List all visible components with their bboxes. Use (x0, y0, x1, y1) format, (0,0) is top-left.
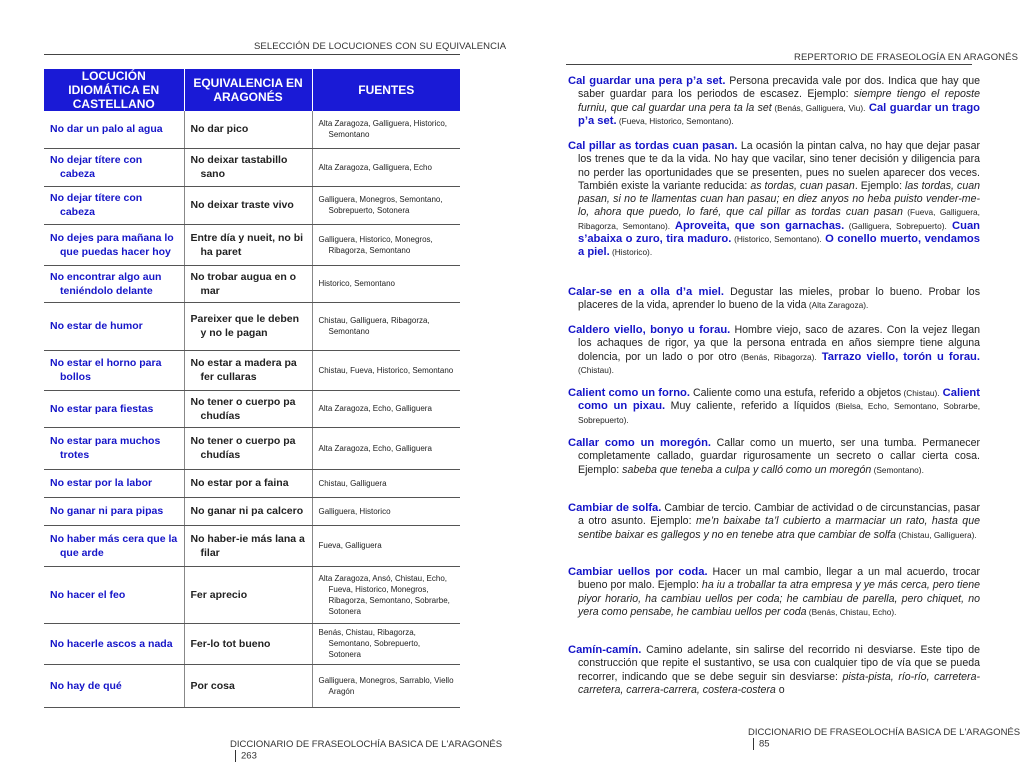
fuentes-cell (312, 302, 460, 350)
headword: Aproveita, que son garnachas. (670, 219, 845, 232)
fuentes-cell-text: Alta Zaragoza, Echo, Galliguera (318, 443, 432, 453)
dictionary-entry (568, 437, 980, 477)
example-text: siempre tiengo el reposte furniu, que cal guardar una pera ta la set (578, 88, 980, 114)
column-header-aragones: EQUIVALENCIA EN ARAGONÉS (184, 69, 312, 111)
locucion-cell (44, 525, 184, 566)
locucion-cell (44, 350, 184, 390)
fuentes-cell-text: Chistau, Fueva, Historico, Semontano (318, 365, 454, 375)
fuentes-cell (312, 390, 460, 427)
table-row (44, 497, 460, 525)
locucion-cell-text: No encontrar algo aun teniéndolo delante (50, 270, 162, 297)
definition-text: Caliente como una estufa, referido a objetos (689, 387, 902, 399)
headword: Calient como un pixau. (578, 387, 980, 413)
locucion-cell (44, 148, 184, 186)
equivalencia-cell-text: No deixar traste vivo (190, 199, 294, 211)
locucion-cell (44, 497, 184, 525)
locucion-cell (44, 265, 184, 302)
fuentes-cell (312, 265, 460, 302)
equivalencia-cell (184, 390, 312, 427)
headword: Cal guardar un trago p’a set. (578, 101, 981, 127)
left-footer (230, 739, 512, 762)
headword: Cambiar de solfa. (568, 502, 662, 514)
locucion-cell-text: No hacerle ascos a nada (50, 637, 173, 650)
equivalencia-cell-text: Fer-lo tot bueno (190, 637, 271, 650)
example-text: pista-pista, río-río, carretera-carretera, carrera-carrera, costera-costera (578, 670, 981, 696)
locucion-cell (44, 390, 184, 427)
fuentes-cell (312, 497, 460, 525)
example-text: las tordas, cuan pasan, si no te llamentas cuan han pasau; en diez anyos no heba puisto vender-me-lo, ahora que puedo, lo faré, que cal pillar as tordas cuan pasan (578, 179, 980, 219)
dictionary-entry (568, 566, 980, 619)
fuentes-cell (312, 664, 460, 707)
left-running-head: SELECCIÓN DE LOCUCIONES CON SU EQUIVALENCIA (254, 41, 507, 52)
locucion-cell (44, 427, 184, 469)
fuentes-cell (312, 224, 460, 265)
fuentes-cell (312, 350, 460, 390)
fuentes-cell-text: Galliguera, Monegros, Semontano, Sobrepuerto, Sotonera (318, 195, 443, 215)
source-list: (Benás, Chistau, Echo). (806, 606, 897, 617)
fuentes-cell (312, 469, 460, 497)
locucion-cell-text: No dejar títere con cabeza (50, 154, 143, 180)
locucion-cell-text: No estar para fiestas (50, 402, 154, 415)
headword: Callar como un moregón. (568, 437, 712, 449)
headword: O conello muerto, vendamos a piel. (578, 233, 980, 259)
locucion-cell-text: No estar para muchos trotes (50, 435, 161, 461)
source-list: (Historico). (609, 247, 653, 258)
equivalencia-cell-text: Por cosa (190, 679, 235, 692)
locucion-cell (44, 664, 184, 707)
locucion-cell-text: No hacer el feo (50, 588, 126, 601)
right-footer (748, 727, 1024, 750)
column-header-castellano: LOCUCIÓN IDIOMÁTICA EN CASTELLANO (44, 69, 184, 111)
equivalencia-cell (184, 350, 312, 390)
right-head-rule (566, 64, 972, 65)
headword: Cal guardar una pera p’a set. (568, 75, 726, 87)
fuentes-cell-text: Chistau, Galliguera, Ribagorza, Semontano (318, 316, 430, 336)
fuentes-cell-text: Galliguera, Historico (318, 506, 391, 516)
definition-text: Camino adelante, sin salirse del recorrido ni desviarse. Este tipo de construcción que repite el sustantivo, se usa con cualquier tipo de vía que se pueda recorrer, indicando que se debe seguir sin desviarse: (578, 644, 980, 683)
equivalencia-cell-text: No estar a madera pa fer cullaras (190, 357, 297, 383)
headword: Camín-camín. (568, 644, 642, 656)
right-running-head: REPERTORIO DE FRASEOLOGÍA EN ARAGONÉS (794, 52, 1019, 63)
equivalencia-cell-text: No tener o cuerpo pa chudías (190, 395, 296, 422)
example-text: me’n baixabe ta’l cubierto a marmaciar un rato, hasta que sentibe baixar es gallegos y no en tenebe atra que cambiar de solfa (578, 515, 980, 541)
locucion-cell-text: No ganar ni para pipas (50, 505, 164, 517)
equivalencia-cell (184, 265, 312, 302)
fuentes-cell (312, 148, 460, 186)
source-list: (Fueva, Galliguera, Ribagorza, Semontano). (578, 207, 980, 231)
definition-text: Persona precavida vale por dos. Indica que hay que saber guardar para los periodos de escasez. Ejemplo: (578, 75, 980, 101)
equivalencia-cell (184, 623, 312, 664)
fuentes-cell (312, 111, 460, 148)
page-number: 85 (759, 738, 770, 750)
fuentes-cell-text: Galliguera, Historico, Monegros, Ribagorza, Semontano (318, 234, 433, 255)
source-list: (Benás, Galliguera, Viu). (771, 102, 866, 113)
locucion-cell-text: No estar el horno para bollos (50, 357, 162, 383)
locucion-cell-text: No estar de humor (50, 320, 143, 332)
equivalencia-cell-text: No dar pico (190, 123, 249, 136)
source-list: (Chistau). (901, 388, 940, 398)
equivalencia-cell (184, 224, 312, 265)
locucion-cell (44, 302, 184, 350)
source-list: (Benás, Ribagorza). (736, 351, 817, 362)
definition-text: o (775, 683, 785, 696)
footer-separator (235, 750, 236, 762)
locucion-cell-text: No dar un palo al agua (50, 123, 163, 136)
footer-title: DICCIONARIO DE FRASEOLOCHÍA BASICA DE L'ARAGONÉS (748, 727, 1021, 738)
equivalencia-cell (184, 525, 312, 566)
right-page (512, 0, 1024, 770)
equivalencia-cell (184, 497, 312, 525)
definition-text: Muy caliente, referido a líquidos (665, 400, 831, 413)
table-row (44, 148, 460, 186)
definition-text: Hombre viejo, saco de azares. Con la vejez llegan los achaques de rigor, ya que la persona entrada en años siempre tiene alguna dolencia, por un lado o por otro (578, 324, 980, 363)
source-list: (Chistau, Galliguera). (896, 529, 977, 540)
footer-title: DICCIONARIO DE FRASEOLOCHÍA BASICA DE L'ARAGONÉS (230, 739, 503, 750)
headword: Cuan s’abaixa o zuro, tira maduro. (578, 219, 981, 246)
equivalencia-cell (184, 302, 312, 350)
locucion-cell (44, 566, 184, 623)
source-list: (Alta Zaragoza). (806, 300, 869, 311)
equivalencia-cell-text: Entre día y nueit, no bi ha paret (190, 231, 304, 258)
equivalencia-cell-text: No haber-ie más lana a filar (190, 532, 305, 559)
locucion-cell-text: No hay de qué (50, 679, 122, 692)
dictionary-entry (568, 75, 980, 128)
table-row (44, 111, 460, 148)
source-list: (Fueva, Historico, Semontano). (616, 115, 734, 126)
table-row (44, 469, 460, 497)
headword: Tarrazo viello, torón u forau. (816, 350, 980, 363)
fuentes-cell (312, 623, 460, 664)
equivalencia-cell-text: No trobar augua en o mar (190, 270, 297, 297)
page-number: 263 (241, 750, 257, 762)
fuentes-cell (312, 186, 460, 224)
equivalencia-cell (184, 469, 312, 497)
table-row (44, 525, 460, 566)
fuentes-cell (312, 566, 460, 623)
fuentes-cell-text: Chistau, Galliguera (318, 478, 387, 488)
column-header-fuentes: FUENTES (312, 69, 460, 111)
definition-text: La ocasión la pintan calva, no hay que dejar pasar los trenes que te da la vida. No hay que vacilar, sino tener decisión y diligencia para no perder las oportunidades que se presenten, pues no suelen aparecer dos veces. También existe la variante reducida: (578, 140, 980, 192)
headword: Calar-se en a olla d’a miel. (568, 286, 724, 298)
table-row (44, 186, 460, 224)
source-list: (Semontano). (871, 464, 924, 475)
source-list: (Chistau). (578, 364, 614, 375)
table-row (44, 427, 460, 469)
locucion-cell (44, 623, 184, 664)
locucion-cell-text: No dejes para mañana lo que puedas hacer hoy (50, 231, 174, 258)
example-text: as tordas, cuan pasan (750, 179, 855, 192)
locucion-cell (44, 111, 184, 148)
source-list: (Galliguera, Sobrepuerto). (844, 220, 947, 231)
equivalencia-cell-text: Fer aprecio (190, 588, 248, 601)
locucion-cell-text: No dejar títere con cabeza (50, 192, 143, 218)
equivalencia-cell-text: No ganar ni pa calcero (190, 505, 304, 517)
example-text: sabeba que teneba a culpa y calló como un moregón (622, 463, 872, 476)
dictionary-entry (568, 286, 980, 313)
fuentes-cell-text: Benás, Chistau, Ribagorza, Semontano, Sobrepuerto, Sotonera (318, 628, 421, 659)
equivalencia-cell-text: No tener o cuerpo pa chudías (190, 435, 296, 461)
dictionary-entry (568, 502, 980, 542)
equivalencia-cell-text: Pareixer que le deben y no le pagan (190, 313, 300, 339)
table-row (44, 224, 460, 265)
table-row (44, 390, 460, 427)
locucion-cell (44, 469, 184, 497)
dictionary-entry (568, 140, 980, 260)
source-list: (Historico, Semontano). (731, 234, 822, 245)
example-text: ha iu a troballar ta atra empresa y ye más cerca, pero tiene piyor horario, ha cambiau uellos per coda; he cambiau de parella, pero chiquet, no yera como pensabe, he cambiau uellos per coda (578, 579, 981, 618)
phrase-table (44, 69, 460, 708)
source-list: (Bielsa, Echo, Semontano, Sobrarbe, Sobrepuerto). (578, 401, 980, 425)
equivalencia-cell (184, 566, 312, 623)
dictionary-entry (568, 387, 980, 427)
fuentes-cell-text: Alta Zaragoza, Galliguera, Echo (318, 162, 432, 172)
locucion-cell-text: No haber más cera que la que arde (50, 532, 178, 559)
fuentes-cell-text: Fueva, Galliguera (318, 541, 382, 550)
equivalencia-cell (184, 148, 312, 186)
locucion-cell (44, 224, 184, 265)
footer-separator (753, 738, 754, 750)
fuentes-cell-text: Galliguera, Monegros, Sarrablo, Viello Aragón (318, 675, 454, 696)
locucion-cell-text: No estar por la labor (50, 477, 153, 489)
equivalencia-cell-text: No deixar tastabillo sano (190, 154, 288, 180)
fuentes-cell-text: Alta Zaragoza, Echo, Galliguera (318, 404, 432, 413)
table-body (44, 111, 460, 707)
fuentes-cell-text: Historico, Semontano (318, 279, 395, 288)
table-row (44, 664, 460, 707)
dictionary-entry (568, 324, 980, 377)
table-row (44, 566, 460, 623)
headword: Calient como un forno. (568, 387, 690, 399)
equivalencia-cell (184, 664, 312, 707)
dictionary-entry (568, 644, 980, 697)
equivalencia-cell (184, 427, 312, 469)
definition-text: Degustar las mieles, probar lo bueno. Probar los placeres de la vida, aprender lo bueno de la vida (578, 286, 980, 312)
table-row (44, 350, 460, 390)
definition-text: Callar como un muerto, ser una tumba. Permanecer completamente callado, guardar rigurosamente un secreto o callar cierta cosa. Ejemplo: (578, 437, 980, 476)
equivalencia-cell-text: No estar por a faina (190, 477, 289, 489)
headword: Cal pillar as tordas cuan pasan. (568, 140, 738, 152)
table-row (44, 265, 460, 302)
fuentes-cell-text: Alta Zaragoza, Galliguera, Historico, Semontano (318, 119, 447, 140)
table-row (44, 302, 460, 350)
definition-text: Hacer un mal cambio, llegar a un mal acuerdo, trocar bueno por malo. Ejemplo: (578, 566, 980, 592)
headword: Cambiar uellos por coda. (568, 566, 708, 578)
locucion-cell (44, 186, 184, 224)
equivalencia-cell (184, 186, 312, 224)
table-header-row (44, 69, 460, 111)
fuentes-cell-text: Alta Zaragoza, Ansó, Chistau, Echo, Fueva, Historico, Monegros, Ribagorza, Semontano, Sobrarbe, Sotonera (318, 573, 450, 616)
fuentes-cell (312, 525, 460, 566)
headword: Caldero viello, bonyo u forau. (568, 324, 731, 336)
table-row (44, 623, 460, 664)
equivalencia-cell (184, 111, 312, 148)
left-head-rule (44, 54, 460, 55)
definition-text: . Ejemplo: (854, 179, 906, 192)
fuentes-cell (312, 427, 460, 469)
definition-text: Cambiar de tercio. Cambiar de actividad o de circunstancias, pasar a otro asunto. Ejemplo: (578, 502, 980, 528)
